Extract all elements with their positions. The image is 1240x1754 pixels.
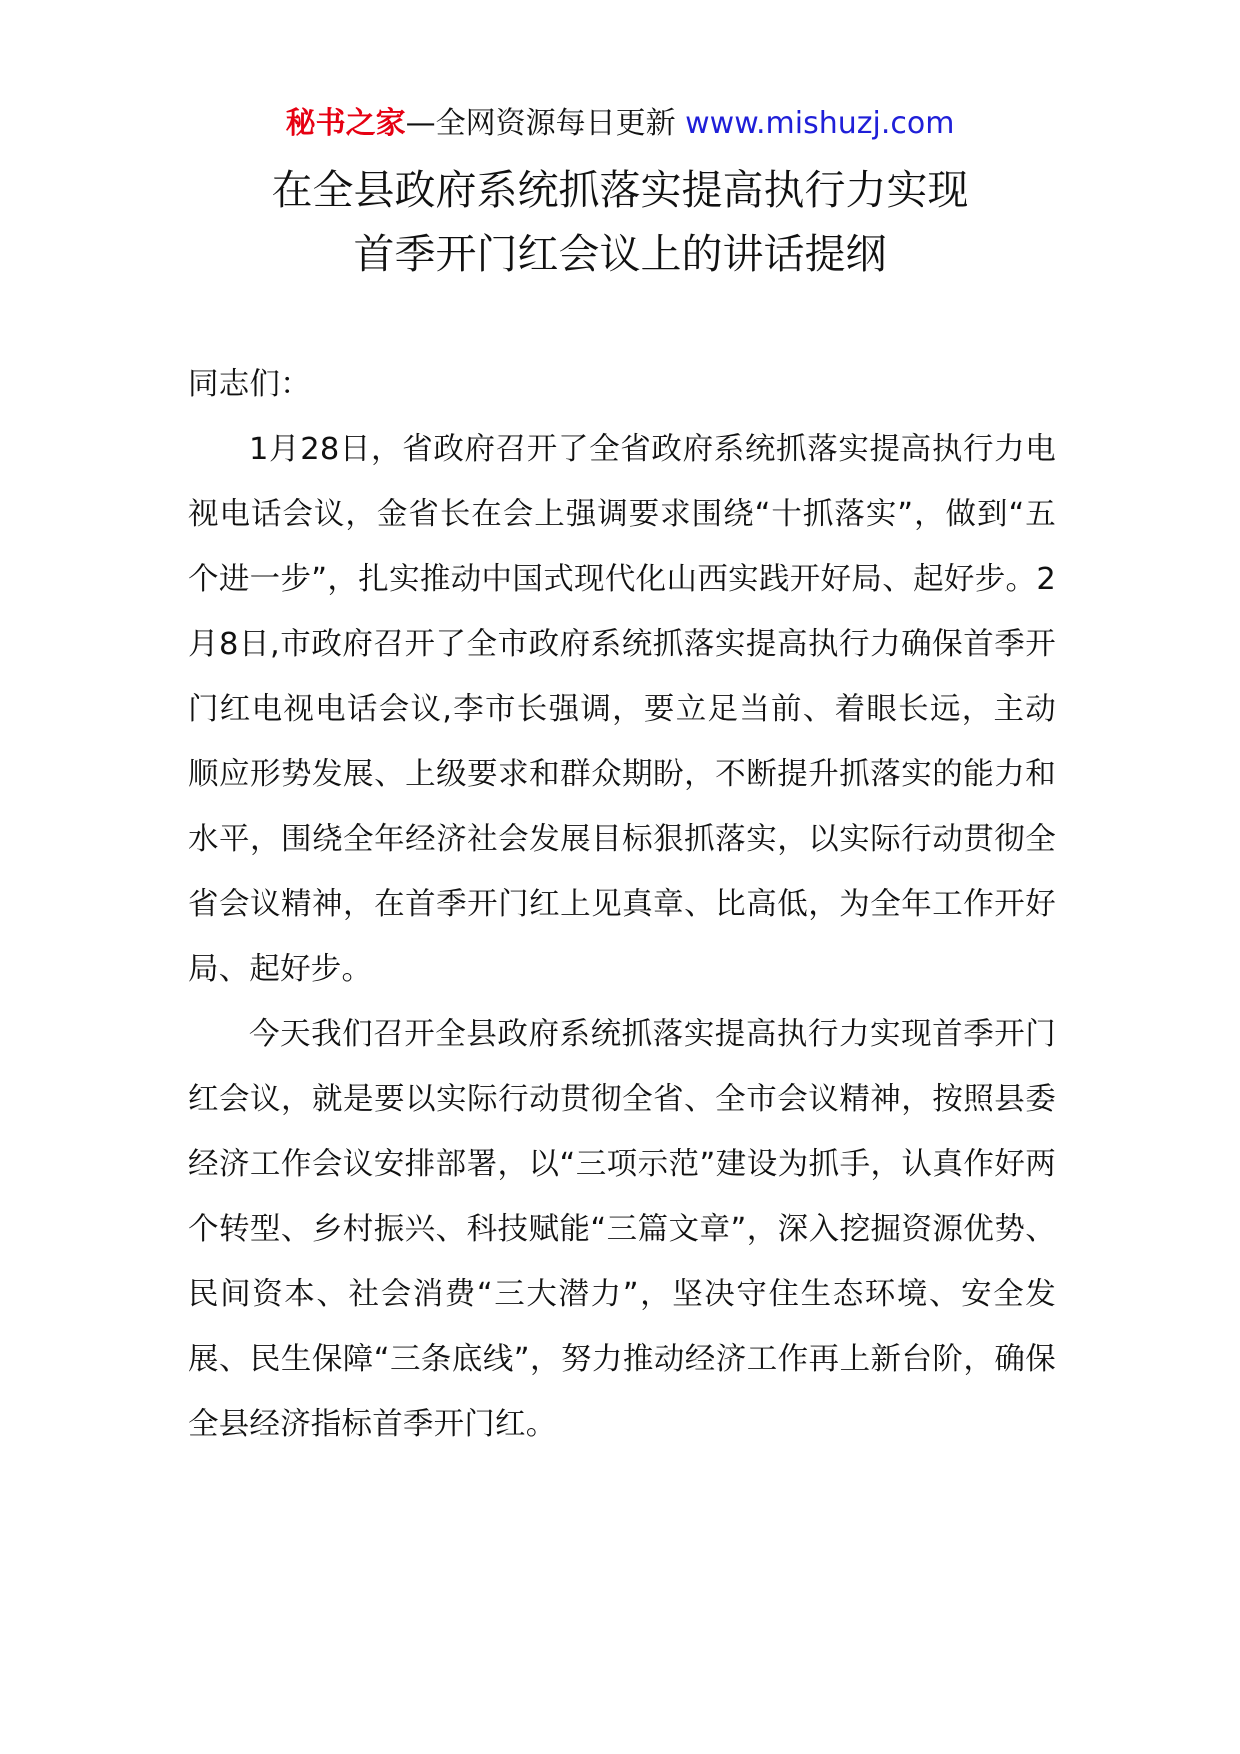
site-header xyxy=(0,102,1240,146)
document-title xyxy=(0,158,1240,286)
site-name: 秘书之家 xyxy=(285,106,406,141)
salutation: 同志们： xyxy=(188,367,311,402)
document-body xyxy=(188,352,1056,1457)
title-line-1: 在全县政府系统抓落实提高执行力实现 xyxy=(271,166,969,214)
site-url-link[interactable]: www.mishuzj.com xyxy=(685,106,955,141)
paragraph-2: 今天我们召开全县政府系统抓落实提高执行力实现首季开门红会议，就是要以实际行动贯彻全省、全市会议精神，按照县委经济工作会议安排部署，以“三项示范”建设为抓手，认真作好两个转型、乡村振兴、科技赋能“三篇文章”，深入挖掘资源优势、民间资本、社会消费“三大潜力”，坚决守住生态环境、安全发展、民生保障“三条底线”，努力推动经济工作再上新台阶，确保全县经济指标首季开门红。 xyxy=(188,1017,1056,1442)
paragraph-1: 1月28日，省政府召开了全省政府系统抓落实提高执行力电视电话会议，金省长在会上强调要求围绕“十抓落实”，做到“五个进一步”，扎实推动中国式现代化山西实践开好局、起好步。2月8日,市政府召开了全市政府系统抓落实提高执行力确保首季开门红电视电话会议,李市长强调，要立足当前、着眼长远，主动顺应形势发展、上级要求和群众期盼，不断提升抓落实的能力和水平，围绕全年经济社会发展目标狠抓落实，以实际行动贯彻全省会议精神，在首季开门红上见真章、比高低，为全年工作开好局、起好步。 xyxy=(188,432,1056,987)
title-line-2: 首季开门红会议上的讲话提纲 xyxy=(353,230,887,278)
site-tagline: —全网资源每日更新 xyxy=(405,106,686,141)
